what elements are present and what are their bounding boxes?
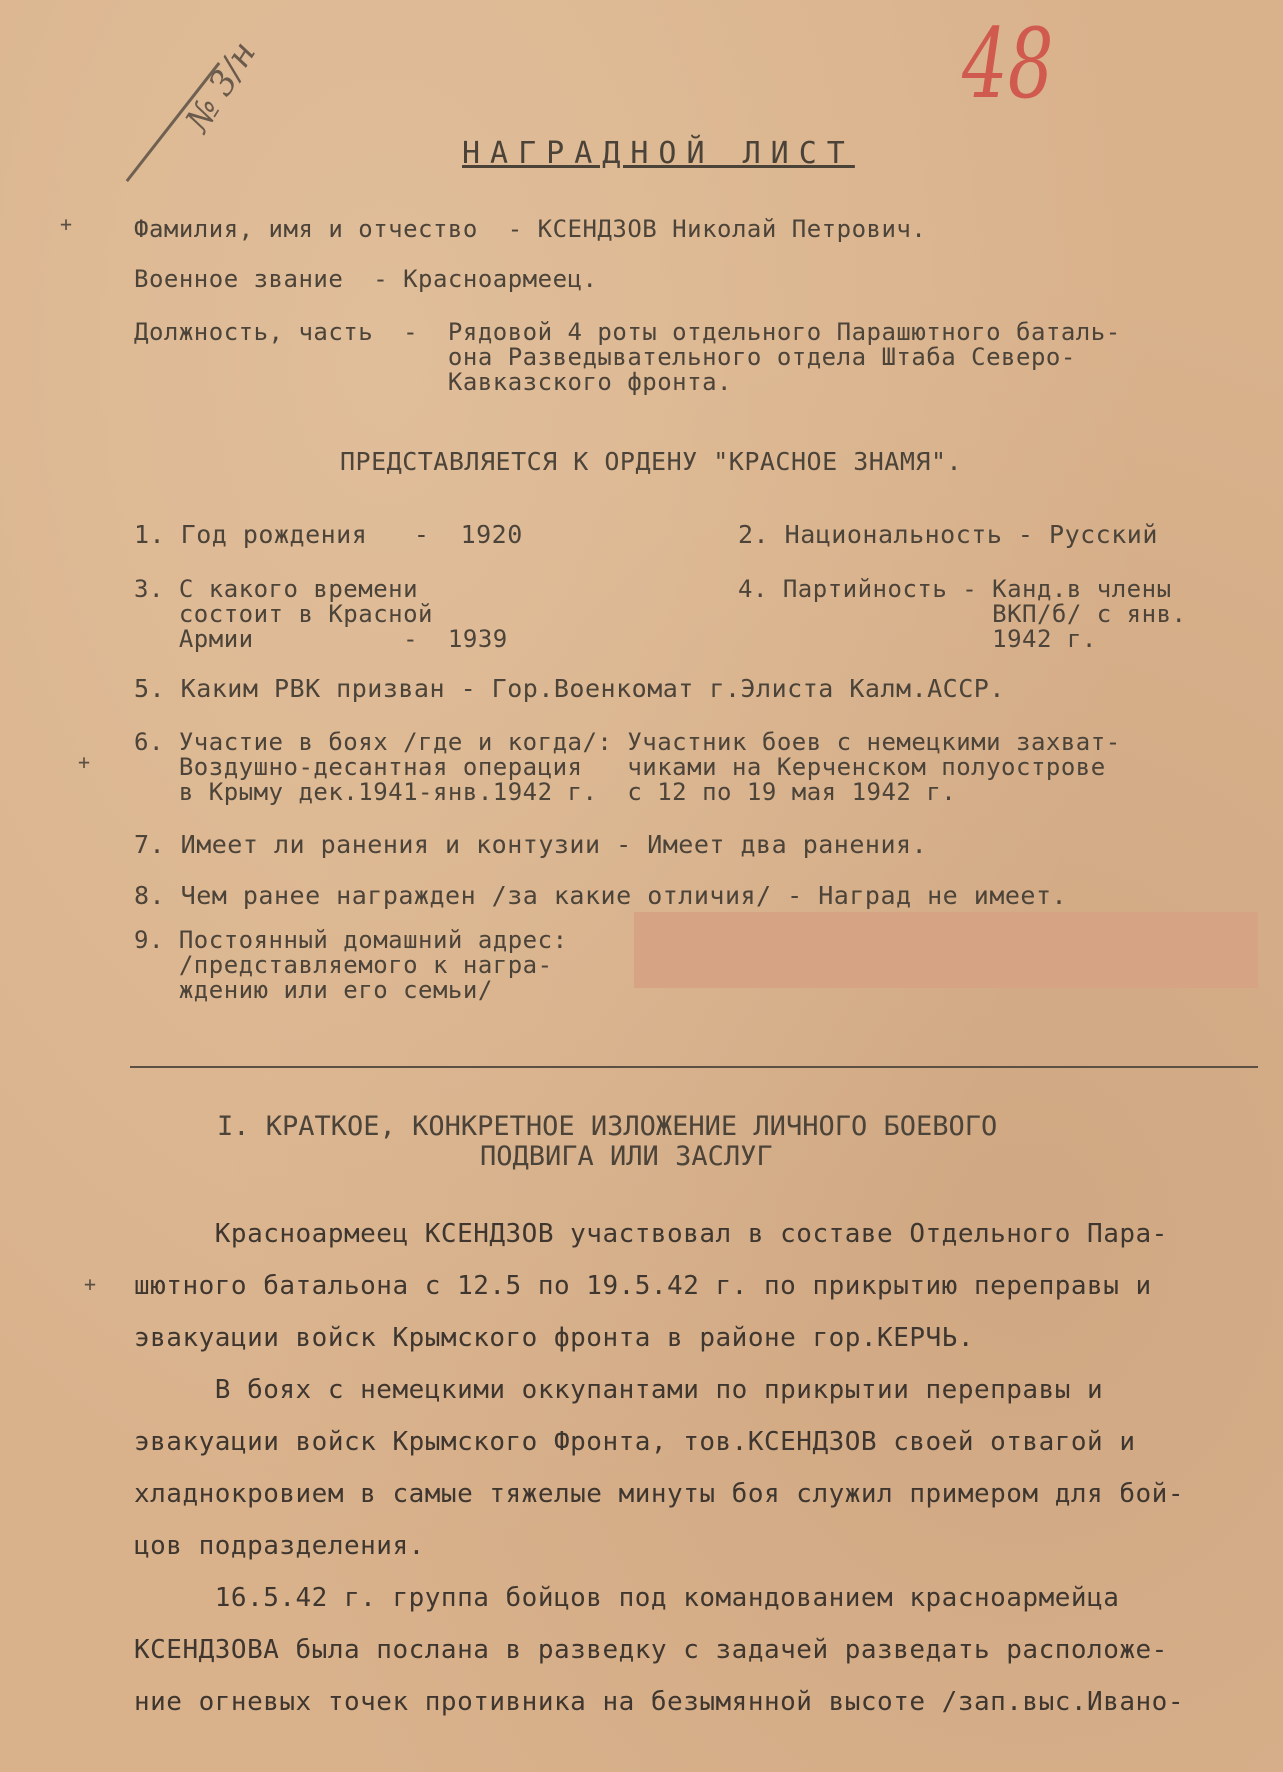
item-address-line-3: ждению или его семьи/ xyxy=(134,976,493,1004)
item-party-line-1: 4. Партийность - Канд.в члены xyxy=(738,575,1172,603)
item-address-line-2: /представляемого к награ- xyxy=(134,951,553,979)
section-divider xyxy=(130,1066,1258,1068)
margin-asterisk: + xyxy=(60,212,73,236)
body-line-3: эвакуации войск Крымского фронта в районе гор.КЕРЧЬ. xyxy=(134,1323,974,1353)
body-line-4: В боях с немецкими оккупантами по прикрытии переправы и xyxy=(134,1375,1104,1405)
margin-asterisk: + xyxy=(84,1272,97,1296)
body-line-9: КСЕНДЗОВА была послана в разведку с задачей разведать расположе- xyxy=(134,1635,1168,1665)
item-party-line-2: ВКП/б/ с янв. xyxy=(738,600,1187,628)
item-battles-line-1: 6. Участие в боях /где и когда/: Участник боев с немецкими захват- xyxy=(134,728,1121,756)
address-redaction-block xyxy=(634,912,1258,988)
nomination-line: ПРЕДСТАВЛЯЕТСЯ К ОРДЕНУ "КРАСНОЕ ЗНАМЯ". xyxy=(340,447,963,476)
name-field: Фамилия, имя и отчество - КСЕНДЗОВ Николай Петрович. xyxy=(134,215,927,243)
item-birth-year: 1. Год рождения - 1920 xyxy=(134,520,523,549)
item-service-since-line-2: состоит в Красной xyxy=(134,600,433,628)
item-wounds: 7. Имеет ли ранения и контузии - Имеет два ранения. xyxy=(134,830,928,859)
item-nationality: 2. Национальность - Русский xyxy=(738,520,1158,549)
body-line-8: 16.5.42 г. группа бойцов под командованием красноармейца xyxy=(134,1583,1120,1613)
position-field-line-1: Должность, часть - Рядовой 4 роты отдельного Парашютного баталь- xyxy=(134,318,1121,346)
item-draft-office: 5. Каким РВК призван - Гор.Военкомат г.Элиста Калм.АССР. xyxy=(134,674,1005,703)
item-service-since-line-1: 3. С какого времени xyxy=(134,575,419,603)
margin-asterisk: + xyxy=(78,750,91,774)
body-line-6: хладнокровием в самые тяжелые минуты боя служил примером для бой- xyxy=(134,1479,1184,1509)
item-service-since-line-3: Армии - 1939 xyxy=(134,625,508,653)
body-line-2: шютного батальона с 12.5 по 19.5.42 г. по прикрытию переправы и xyxy=(134,1271,1152,1301)
item-battles-line-3: в Крыму дек.1941-янв.1942 г. с 12 по 19 мая 1942 г. xyxy=(134,778,957,806)
item-party-line-3: 1942 г. xyxy=(738,625,1097,653)
section-heading-line-2: ПОДВИГА ИЛИ ЗАСЛУГ xyxy=(480,1141,773,1172)
rank-field: Военное звание - Красноармеец. xyxy=(134,265,598,293)
inventory-mark: № 3/н xyxy=(178,34,265,140)
page-number: 48 xyxy=(962,8,1054,120)
body-line-5: эвакуации войск Крымского Фронта, тов.КСЕНДЗОВ своей отвагой и xyxy=(134,1427,1136,1457)
position-field-line-3: Кавказского фронта. xyxy=(134,368,732,396)
position-field-line-2: она Разведывательного отдела Штаба Северо- xyxy=(134,343,1076,371)
section-heading-line-1: I. КРАТКОЕ, КОНКРЕТНОЕ ИЗЛОЖЕНИЕ ЛИЧНОГО БОЕВОГО xyxy=(217,1111,998,1142)
body-line-7: цов подразделения. xyxy=(134,1531,425,1561)
item-address-line-1: 9. Постоянный домашний адрес: xyxy=(134,926,568,954)
item-prior-awards: 8. Чем ранее награжден /за какие отличия/ - Наград не имеет. xyxy=(134,881,1068,910)
body-line-1: Красноармеец КСЕНДЗОВ участвовал в составе Отдельного Пара- xyxy=(134,1219,1168,1249)
item-battles-line-2: Воздушно-десантная операция чиками на Керченском полуострове xyxy=(134,753,1106,781)
body-line-10: ние огневых точек противника на безымянной высоте /зап.выс.Ивано- xyxy=(134,1687,1184,1717)
document-title: НАГРАДНОЙ ЛИСТ xyxy=(462,136,855,171)
